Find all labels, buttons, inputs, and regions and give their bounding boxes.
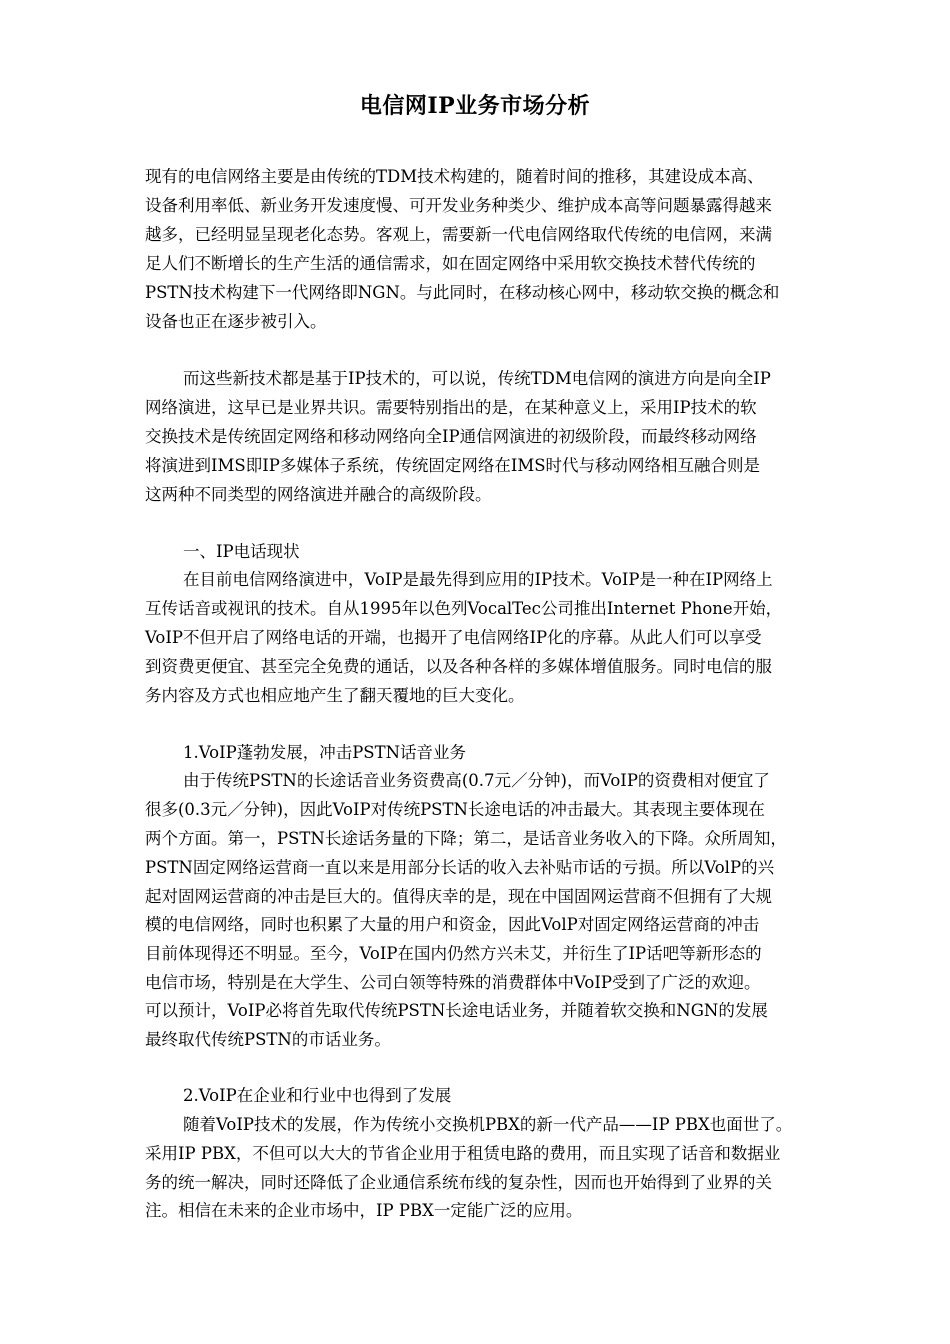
text-line: 可以预计，VoIP必将首先取代传统PSTN长途电话业务，并随着软交换和NGN的发展 — [145, 1001, 768, 1020]
text-line: 采用IP PBX，不但可以大大的节省企业用于租赁电路的费用，而且实现了话音和数据业 — [145, 1144, 781, 1163]
text-line: 到资费更便宜、甚至完全免费的通话，以及各种各样的多媒体增值服务。同时电信的服 — [145, 657, 772, 676]
subsection-heading: 2.VoIP在企业和行业中也得到了发展 — [183, 1086, 452, 1105]
text-line: 现有的电信网络主要是由传统的TDM技术构建的，随着时间的推移，其建设成本高、 — [145, 167, 764, 186]
text-line: 随着VoIP技术的发展，作为传统小交换机PBX的新一代产品——IP PBX也面世了。 — [183, 1115, 793, 1134]
text-line: 很多(0.3元／分钟)，因此VoIP对传统PSTN长途电话的冲击最大。其表现主要体现在 — [145, 800, 765, 819]
text-line: 交换技术是传统固定网络和移动网络向全IP通信网演进的初级阶段，而最终移动网络 — [145, 427, 757, 446]
subsection-heading: 1.VoIP蓬勃发展，冲击PSTN话音业务 — [183, 743, 467, 762]
text-line: 设备也正在逐步被引入。 — [145, 312, 327, 331]
text-line: 设备利用率低、新业务开发速度慢、可开发业务种类少、维护成本高等问题暴露得越来 — [145, 196, 772, 215]
text-line: 电信市场，特别是在大学生、公司白领等特殊的消费群体中VoIP受到了广泛的欢迎。 — [145, 973, 761, 992]
text-line: PSTN固定网络运营商一直以来是用部分长话的收入去补贴市话的亏损。所以VolP的兴 — [145, 858, 775, 877]
text-line: 网络演进，这早已是业界共识。需要特别指出的是，在某种意义上，采用IP技术的软 — [145, 398, 757, 417]
text-line: 由于传统PSTN的长途话音业务资费高(0.7元／分钟)，而VoIP的资费相对便宜了 — [183, 771, 770, 790]
document-title: 电信网IP业务市场分析 — [359, 93, 591, 119]
text-line: 两个方面。第一，PSTN长途话务量的下降；第二，是话音业务收入的下降。众所周知， — [145, 829, 787, 848]
text-line: 最终取代传统PSTN的市话业务。 — [145, 1030, 391, 1049]
text-line: 而这些新技术都是基于IP技术的，可以说，传统TDM电信网的演进方向是向全IP — [183, 369, 771, 388]
text-line: 目前体现得还不明显。至今，VoIP在国内仍然方兴未艾，并衍生了IP话吧等新形态的 — [145, 944, 762, 963]
text-line: 在目前电信网络演进中，VoIP是最先得到应用的IP技术。VoIP是一种在IP网络上 — [183, 570, 773, 589]
text-line: 注。相信在未来的企业市场中，IP PBX一定能广泛的应用。 — [145, 1201, 583, 1220]
text-line: 足人们不断增长的生产生活的通信需求，如在固定网络中采用软交换技术替代传统的 — [145, 254, 756, 273]
text-line: 这两种不同类型的网络演进并融合的高级阶段。 — [145, 485, 492, 504]
text-line: 模的电信网络，同时也积累了大量的用户和资金，因此VolP对固定网络运营商的冲击 — [145, 915, 760, 934]
text-line: 互传话音或视讯的技术。自从1995年以色列VocalTec公司推出Internet Phone开始， — [145, 599, 783, 618]
text-line: 起对固网运营商的冲击是巨大的。值得庆幸的是，现在中国固网运营商不但拥有了大规 — [145, 887, 772, 906]
text-line: 越多，已经明显呈现老化态势。客观上，需要新一代电信网络取代传统的电信网，来满 — [145, 225, 772, 244]
text-line: VoIP不但开启了网络电话的开端，也揭开了电信网络IP化的序幕。从此人们可以享受 — [145, 628, 762, 647]
text-line: PSTN技术构建下一代网络即NGN。与此同时，在移动核心网中，移动软交换的概念和 — [145, 283, 780, 302]
text-line: 务内容及方式也相应地产生了翻天覆地的巨大变化。 — [145, 686, 525, 705]
text-line: 务的统一解决，同时还降低了企业通信系统布线的复杂性，因而也开始得到了业界的关 — [145, 1173, 772, 1192]
section-heading: 一、IP电话现状 — [183, 542, 300, 561]
text-line: 将演进到IMS即IP多媒体子系统，传统固定网络在IMS时代与移动网络相互融合则是 — [145, 456, 761, 475]
